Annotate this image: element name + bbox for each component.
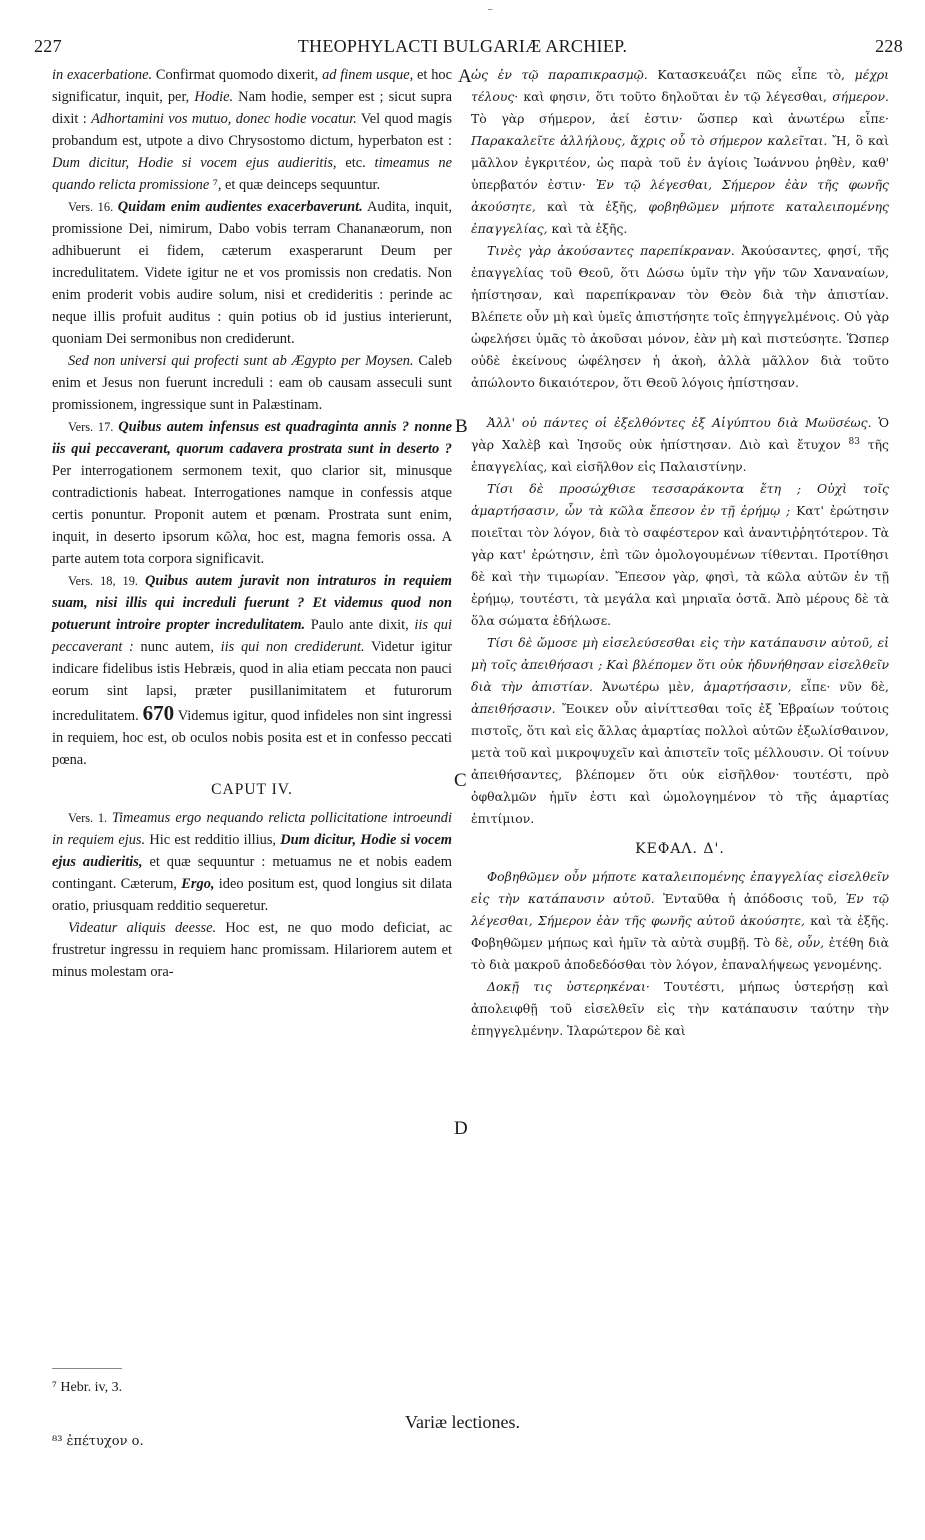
text-run: Videmus igitur, quod infideles non sint ingressi in requiem, hoc est, ob oculos nobis posita est et in confesso peccati pœna. [52,708,452,768]
latin-paragraph-vers-18-19 [52,570,452,771]
greek-paragraph-all-ou-pantes [471,412,889,478]
text-run: Τουτέστι, μήπως ὑστερήσῃ καὶ ἀπολειφθῇ τοῦ εἰσελθεῖν εἰς τὴν κατάπαυσιν ταύτην τὴν ἐπηγγελμένην. Ἱλαρώτερον δὲ καὶ [471,979,889,1038]
text-run: ἀπειθήσασιν. [471,701,556,716]
running-title: THEOPHYLACTI BULGARIÆ ARCHIEP. [297,36,628,56]
text-run: Quidam enim audientes exacerbaverunt. [117,199,363,215]
latin-paragraph-cap4-vers-1 [52,807,452,917]
text-run: Δοκῇ τις ὑστερηκέναι· [487,979,650,994]
text-run: Ἤ, ὃ καὶ μᾶλλον ἐγκριτέον, ὡς παρὰ τοῦ ἐν ἁγίοις Ἰωάννου ῥηθὲν, καθ' ὑπερβατόν ἐστιν· [471,133,889,192]
text-run: Ἐν τῷ λέγεσθαι, Σήμερον ἐὰν τῆς φωνῆς ἀκούσητε, [471,177,889,214]
text-run: et hoc significatur, inquit, per, [52,67,453,105]
text-run: Ἀκούσαντες, φησί, τῆς ἐπαγγελίας τοῦ Θεοῦ, ὅτι Δώσω ὑμῖν τὴν γῆν τῶν Χαναναίων, ἠπίστησαν, καὶ παρεπίκραναν τὸν Θεὸν διὰ τὴν ἀπιστίαν. Βλέπετε οὖν μὴ καὶ ὑμεῖς ἀπιστήσητε τοῖς ἐπηγγελμένοις. Οὐ γὰρ ὠφελήσει ὑμᾶς τὸ ἀκοῦσαι μόνον, ἐὰν μὴ καὶ πιστεύσητε. Ὥσπερ οὐδὲ ἐκείνους ὠφέλησεν ἡ ἀκοὴ, ἀλλὰ μᾶλλον διὰ τοῦτο ἀπώλοντο δικαιότερον, ὅτι Θεοῦ λόγοις ἠπίστησαν. [471,243,889,390]
text-run: ⁷, et quæ deinceps sequuntur. [209,177,381,193]
text-run: Sed non universi qui profecti sunt ab Ægypto per Moysen. [68,353,414,369]
text-run: Vers. 1. [68,811,112,825]
latin-column [52,64,452,983]
greek-paragraph-tisi-omose [471,632,889,830]
text-run: Παρακαλεῖτε ἀλλήλους, ἄχρις οὗ τὸ σήμερον καλεῖται. [471,133,828,148]
text-run: Vel quod magis probandum est, utpote a divo Chrysostomo dictum, hyperbaton est : [52,111,453,149]
text-run: timeamus ne quando relicta promissione [52,155,452,193]
text-run: Hodie. [194,89,234,105]
top-mark: – [488,4,493,14]
text-run: Κατ' ἐρώτησιν ποιεῖται τὸν λόγον, διὰ τὸ σαφέστερον καὶ ἀναντιῤῥητότερον. Τὰ γὰρ κατ' ἐρώτησιν, ἐπὶ τῶν ὁμολογουμένων τίθενται. Προτίθησι δὲ καὶ τὴν τιμωρίαν. Ἔπεσον γὰρ, φησὶ, τὰ κῶλα αὐτῶν ἐν τῇ ἐρήμῳ, τουτέστι, τὰ μεγάλα καὶ μηριαῖα ὀστᾶ. Ἀπὸ μέρους δὲ τὰ ὅλα σώματα ἐδήλωσε. [471,503,889,628]
page-number-right: 228 [875,36,903,56]
text-run: Confirmat quomodo dixerit, [152,67,323,83]
text-run: Κατασκευάζει πῶς εἶπε τὸ, [647,67,855,82]
footnote: ⁷ Hebr. iv, 3. [52,1380,123,1395]
text-run: Hoc est, ne quo modo deficiat, ac frustretur ingressu in requiem hanc promissam. Hilariorem autem et minus molestam ora- [52,920,452,980]
page-number-left: 227 [34,36,62,56]
text-run: Paulo ante dixit, [305,617,415,633]
text-run: Dum dicitur, Hodie si vocem ejus audieritis, [52,832,452,870]
text-run: Vers. 16. [68,200,118,214]
footnote-rule [52,1368,122,1369]
text-run: Adhortamini vos mutuo, donec hodie vocatur. [91,111,357,127]
latin-paragraph-caleb [52,350,452,416]
kephalaion-heading: ΚΕΦΑΛ. Δ'. [635,841,725,857]
text-run: Per interrogationem sermonem texit, quo clarior sit, minusque contradictionis habeat. Interrogationes namque in confessis atque certis ponuntur. Proponit autem et pœnam. Prostrata sunt enim, inquit, in deserto ipsorum κῶλα, hoc est, magna femoris ossa. A parte autem tota corpora significavit. [52,463,452,567]
text-run: Ἀλλ' οὐ πάντες οἱ ἐξελθόντες ἐξ Αἰγύπτου διὰ Μωϋσέως. [487,415,872,430]
text-run: ἁμαρτήσασιν, [703,679,792,694]
latin-paragraph-1 [52,64,452,196]
text-run: Ἐν τῷ λέγεσθαι, Σήμερον ἐὰν τῆς φωνῆς αὐτοῦ ἀκούσητε, [471,891,890,928]
text-run: καὶ τὰ ἑξῆς. Φοβηθῶμεν μήπως καὶ ἡμῖν τὰ αὐτὰ συμβῇ. Τὸ δὲ, [471,913,889,950]
text-run: Vers. 17. [68,420,119,434]
text-run: Videatur aliquis deesse. [68,920,217,936]
text-run: Ὁ γὰρ Χαλὲβ καὶ Ἰησοῦς οὐκ ἠπίστησαν. Διὸ καὶ ἔτυχον [471,415,889,452]
latin-paragraph-vers-16 [52,196,452,350]
text-run: in exacerbatione. [52,67,153,83]
latin-paragraph-vers-17 [52,416,452,570]
text-run: etc. [336,155,375,171]
text-run: Vers. 18, 19. [68,574,145,588]
variae-lectiones-note: ⁸³ ἐπέτυχον ο. [52,1434,144,1449]
greek-paragraph-tisi-prosochthise [471,478,889,632]
variae-lectiones-title: Variæ lectiones. [405,1412,520,1432]
text-run: Ἔοικεν οὖν αἰνίττεσθαι τοῖς ἐξ Ἑβραίων τούτοις πιστοῖς, ὅτι καὶ εἰς ἄλλας ἁμαρτίας πολλοὶ αὐτῶν ἐξωλίσθαινον, μετὰ τοῦ καὶ μικροψυχεῖν καὶ ἀπιστεῖν τοῖς μέλλουσιν. Οἱ τοίνυν ἀπειθήσαντες, βλέπομεν ὅτι οὐκ εἰσῆλθον· τουτέστι, πρὸ ὀφθαλμῶν ἡμῖν ἐστι καὶ ὡμολογημένον τὸ τῆς ἁμαρτίας ἐπιτίμιον. [471,701,889,826]
text-run: καὶ τὰ ἑξῆς, [535,199,649,214]
text-run: ἐτέθη διὰ τὸ διὰ μακροῦ ἀποδεδόσθαι τὸν λόγον, ἐπαναλήψεως γενομένης. [471,935,890,972]
text-run: Timeamus ergo nequando relicta pollicitatione introeundi in requiem ejus. [52,810,453,848]
text-run: Hic est redditio illius, [145,832,281,848]
text-run: Τίσι δὲ ὤμοσε μὴ εἰσελεύσεσθαι εἰς τὴν κατάπαυσιν αὐτοῦ, εἰ μὴ τοῖς ἀπειθήσασι ; Καὶ βλέπομεν ὅτι οὐκ ἠδυνήθησαν εἰσελθεῖν διὰ τὴν ἀπιστίαν. [471,635,889,694]
text-run: ὡς ἐν τῷ παραπικρασμῷ. [471,67,648,82]
caput-heading: CAPUT IV. [211,781,293,798]
text-run: εἶπε· νῦν δὲ, [791,679,889,694]
text-run: Τινὲς γὰρ ἀκούσαντες παρεπίκραναν. [487,243,735,258]
text-run: Videtur igitur indicare fidelibus istis Hebræis, quod in alia etiam peccata non pauci eorum sint lapsi, præter pusillanimitatem et futurorum incredulitatem. [52,639,452,724]
text-run: οὖν, [797,935,825,950]
text-run: et quæ sequuntur : metuamus ne et nobis eadem contingant. Cæterum, [52,854,452,892]
text-run: Φοβηθῶμεν οὖν μήποτε καταλειπομένης ἐπαγγελίας εἰσελθεῖν εἰς τὴν κατάπαυσιν αὐτοῦ. [471,869,889,906]
text-run: σήμερον. [832,89,889,104]
text-run: Dum dicitur, Hodie si vocem ejus audieritis, [52,155,337,171]
text-run: Ἀνωτέρω μὲν, [592,679,704,694]
text-run: Audita, inquit, promissione Dei, nimirum, Dabo vobis terram Chananæorum, non adhibuerunt ei fidem, cæterum exasperarunt Deum per incredulitatem. Videte igitur ne et vos promissis non credatis. Non enim proderit vobis audire solum, nisi et credideritis : perinde ac neque illis profuit auditus : quin potius ob id justius interierunt, quoniam Dei sermonibus non crediderunt. [52,199,452,347]
greek-column [471,64,889,1042]
text-run: Caleb enim et Jesus non fuerunt increduli : eam ob causam asseculi sunt promissionem, ingressique sunt in Palæstinam. [52,353,453,413]
text-run: φοβηθῶμεν μήποτε καταλειπομένης ἐπαγγελίας, [471,199,889,236]
latin-paragraph-videatur [52,917,452,983]
text-run: Ergo, [181,876,215,892]
text-run: Quibus autem infensus est quadraginta annis ? nonne iis qui peccaverant, quorum cadavera prostrata sunt in deserto ? [52,419,452,457]
text-run: nunc autem, [133,639,221,655]
margin-letter-d: D [454,1118,468,1139]
text-run: iis qui non crediderunt. [220,639,365,655]
margin-letter-b: B [455,416,468,437]
text-run: iis qui peccaverant : [52,617,452,655]
text-run: Quibus autem juravit non intraturos in requiem suam, nisi illis qui increduli fuerunt ? Et videmus quod non potuerunt introire propter incredulitatem. [52,573,453,633]
text-run: · καὶ φησιν, ὅτι τοῦτο δηλοῦται ἐν τῷ λέγεσθαι, [514,89,833,104]
text-run: ad finem usque, [322,67,414,83]
greek-paragraph-1 [471,64,889,240]
text-run: καὶ τὰ ἑξῆς. [547,221,628,236]
text-run: ideo positum est, quod longius sit dilata oratio, priusquam redditio sequeretur. [52,876,452,914]
text-run: 83 [848,436,860,447]
text-run: τῆς ἐπαγγελίας, καὶ εἰσῆλθον εἰς Παλαιστίνην. [471,437,889,474]
text-run: Nam hodie, semper est ; sicut supra dixit : [52,89,452,127]
greek-paragraph-doke [471,976,889,1042]
text-run: Ἐνταῦθα ἡ ἀπόδοσις τοῦ, [654,891,846,906]
margin-letter-c: C [454,770,467,791]
text-run: Τὸ γὰρ σήμερον, ἀεί ἐστιν· ὥσπερ καὶ ἀνωτέρω εἶπε· [471,111,889,126]
margin-letter-a: A [458,66,472,87]
text-run: Τίσι δὲ προσώχθισε τεσσαράκοντα ἔτη ; Οὐχὶ τοῖς ἁμαρτήσασιν, ὧν τὰ κῶλα ἔπεσον ἐν τῇ ἐρήμῳ ; [471,481,889,518]
text-run: 670 [142,701,175,725]
greek-paragraph-tines [471,240,889,394]
text-run: μέχρι τέλους [471,67,889,104]
greek-paragraph-phobethomen [471,866,889,976]
